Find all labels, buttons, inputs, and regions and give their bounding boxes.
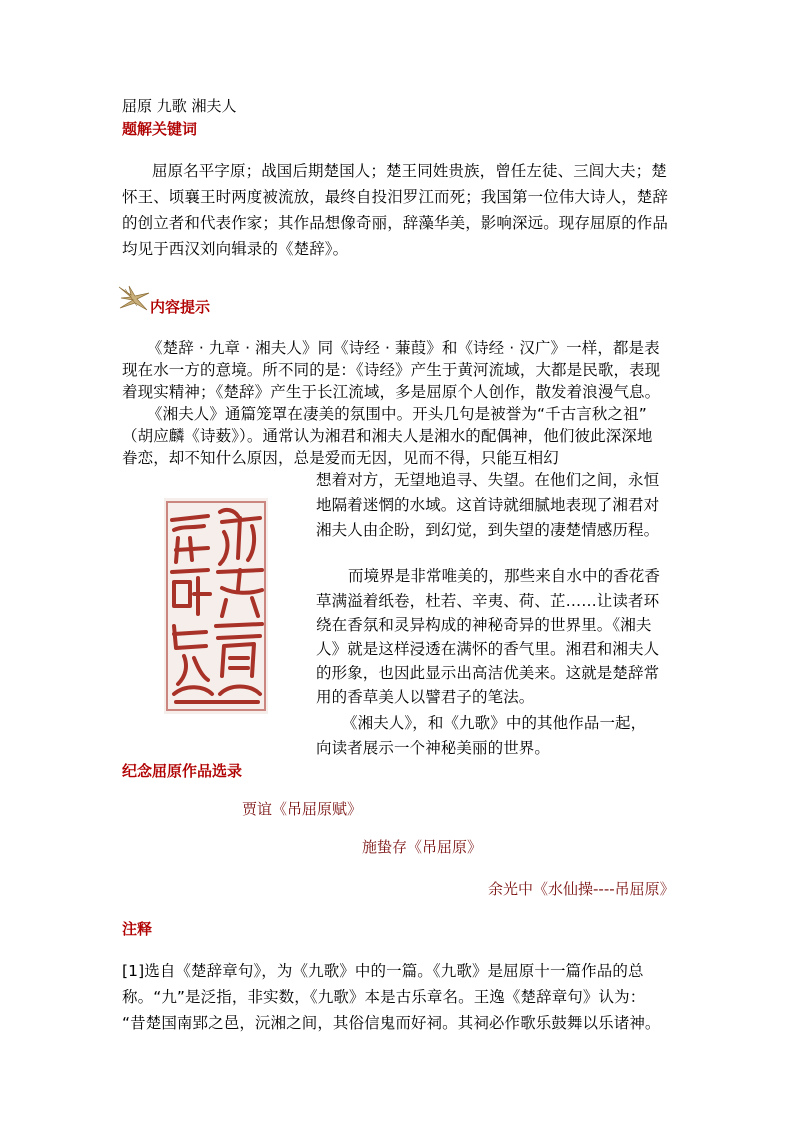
note-line: “昔楚国南郢之邑，沅湘之间，其俗信鬼而好祠。其祠必作歌乐鼓舞以乐诸神。 [122, 1014, 661, 1032]
intro-line: 怀王、顷襄王时两度被流放，最终自投汨罗江而死；我国第一位伟大诗人，楚辞 [122, 188, 669, 206]
content-wrap-line: 想着对方，无望地追寻、失望。在他们之间，永恒 [316, 471, 660, 489]
content-wrap-line: 《湘夫人》，和《九歌》中的其他作品一起， [342, 714, 647, 732]
content-wrap-line: 绕在香氛和灵异构成的神秘奇异的世界里。《湘夫 [316, 616, 652, 634]
intro-line: 均见于西汉刘向辑录的《楚辞》。 [122, 240, 349, 258]
selection-item: 施蛰存《吊屈原》 [362, 838, 483, 856]
keywords-heading: 题解关键词 [122, 120, 198, 138]
content-line: （胡应麟《诗薮》）。通常认为湘君和湘夫人是湘水的配偶神，他们彼此深深地 [122, 427, 653, 445]
content-hint-heading: 内容提示 [150, 298, 211, 316]
content-wrap-line: 用的香草美人以譬君子的笔法。 [316, 688, 535, 706]
page-title: 屈原 九歌 湘夫人 [122, 97, 237, 115]
content-wrap-line: 向读者展示一个神秘美丽的世界。 [316, 739, 551, 757]
content-line: 着现实精神；《楚辞》产生于长江流域，多是屈原个人创作，散发着浪漫气息。 [122, 383, 661, 401]
content-line: 眷恋，却不知什么原因，总是爱而无因，见而不得，只能互相幻 [122, 449, 559, 467]
content-wrap-line: 人》就是这样浸透在满怀的香气里。湘君和湘夫人 [316, 640, 660, 658]
content-wrap-line: 湘夫人由企盼，到幻觉，到失望的凄楚情感历程。 [316, 521, 660, 539]
notes-heading: 注释 [122, 920, 153, 938]
arrow-icon [117, 284, 151, 314]
content-wrap-line: 地隔着迷惘的水域。这首诗就细腻地表现了湘君对 [316, 496, 660, 514]
content-wrap-line: 的形象，也因此显示出高洁优美来。这就是楚辞常 [316, 664, 660, 682]
content-line: 现在水一方的意境。所不同的是：《诗经》产生于黄河流域，大都是民歌，表现 [122, 361, 661, 379]
note-line: [1]选自《楚辞章句》，为《九歌》中的一篇。《九歌》是屈原十一篇作品的总 [122, 962, 644, 980]
note-line: 称。“九”是泛指，非实数，《九歌》本是古乐章名。王逸《楚辞章句》认为： [122, 988, 646, 1006]
seal-stamp-image [164, 498, 268, 714]
selection-item: 贾谊《吊屈原赋》 [242, 800, 363, 818]
intro-line: 的创立者和代表作家；其作品想像奇丽，辞藻华美，影响深远。现存屈原的作品 [122, 214, 669, 232]
selections-heading: 纪念屈原作品选录 [122, 762, 243, 780]
content-wrap-line: 草满溢着纸卷，杜若、辛夷、荷、芷……让读者环 [316, 592, 660, 610]
content-wrap-line: 而境界是非常唯美的，那些来自水中的香花香 [348, 567, 661, 585]
selection-item: 余光中《水仙操----吊屈原》 [488, 880, 675, 898]
content-line: 《楚辞 · 九章 · 湘夫人》同《诗经 · 蒹葭》和《诗经 · 汉广》一样，都是表 [147, 339, 660, 357]
content-line: 《湘夫人》通篇笼罩在凄美的氛围中。开头几句是被誉为“千古言秋之祖” [147, 405, 647, 423]
intro-line: 屈原名平字原；战国后期楚国人；楚王同姓贵族，曾任左徒、三闾大夫；楚 [152, 162, 667, 180]
